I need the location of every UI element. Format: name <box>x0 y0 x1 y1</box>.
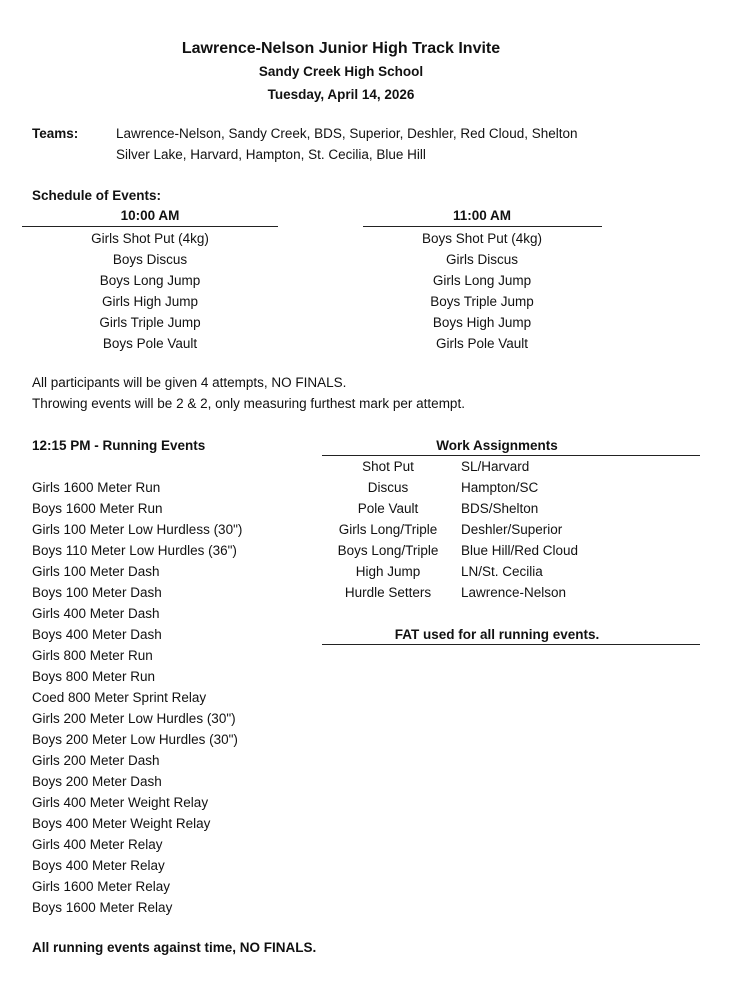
running-event: Boys 400 Meter Dash <box>32 627 162 642</box>
running-event: Coed 800 Meter Sprint Relay <box>32 690 207 705</box>
note: Throwing events will be 2 & 2, only measuring furthest mark per attempt. <box>32 396 465 411</box>
running-event: Boys 1600 Meter Run <box>32 501 163 516</box>
running-footer: All running events against time, NO FINALS. <box>32 940 317 955</box>
work-event: Boys Long/Triple <box>337 543 439 558</box>
divider <box>322 455 700 456</box>
work-event: Discus <box>367 480 409 495</box>
divider <box>22 226 278 227</box>
work-team: BDS/Shelton <box>461 501 539 516</box>
work-heading: Work Assignments <box>436 438 558 453</box>
field-event: Girls Triple Jump <box>99 315 201 330</box>
work-event: Hurdle Setters <box>344 585 432 600</box>
running-event: Girls 100 Meter Low Hurdless (30") <box>32 522 243 537</box>
running-event: Boys 1600 Meter Relay <box>32 900 173 915</box>
field-event: Girls High Jump <box>101 294 199 309</box>
running-event: Girls 400 Meter Relay <box>32 837 163 852</box>
venue: Sandy Creek High School <box>258 64 424 79</box>
running-event: Girls 800 Meter Run <box>32 648 153 663</box>
running-event: Boys 800 Meter Run <box>32 669 156 684</box>
running-event: Boys 200 Meter Low Hurdles (30") <box>32 732 238 747</box>
session-time: 10:00 AM <box>120 208 180 223</box>
running-event: Boys 400 Meter Weight Relay <box>32 816 211 831</box>
teams-label: Teams: <box>32 126 79 141</box>
work-event: Girls Long/Triple <box>338 522 438 537</box>
running-event: Boys 100 Meter Dash <box>32 585 162 600</box>
field-event: Girls Long Jump <box>432 273 532 288</box>
work-event: Shot Put <box>362 459 414 474</box>
running-event: Girls 200 Meter Dash <box>32 753 160 768</box>
field-event: Girls Pole Vault <box>435 336 529 351</box>
session-time: 11:00 AM <box>452 208 512 223</box>
field-event: Boys Triple Jump <box>430 294 534 309</box>
field-event: Boys High Jump <box>432 315 532 330</box>
field-event: Boys Discus <box>112 252 188 267</box>
doc-title: Lawrence-Nelson Junior High Track Invite <box>181 40 501 57</box>
work-team: Lawrence-Nelson <box>461 585 567 600</box>
work-event: Pole Vault <box>357 501 419 516</box>
field-event: Girls Shot Put (4kg) <box>91 231 209 246</box>
divider <box>322 644 700 645</box>
work-event: High Jump <box>355 564 421 579</box>
schedule-heading: Schedule of Events: <box>32 188 162 203</box>
running-event: Girls 400 Meter Weight Relay <box>32 795 209 810</box>
field-event: Girls Discus <box>445 252 519 267</box>
running-event: Girls 1600 Meter Run <box>32 480 161 495</box>
running-event: Boys 400 Meter Relay <box>32 858 165 873</box>
work-team: SL/Harvard <box>461 459 530 474</box>
work-team: Blue Hill/Red Cloud <box>461 543 579 558</box>
running-event: Girls 1600 Meter Relay <box>32 879 171 894</box>
running-event: Girls 400 Meter Dash <box>32 606 160 621</box>
work-team: LN/St. Cecilia <box>461 564 543 579</box>
field-event: Boys Pole Vault <box>102 336 198 351</box>
fat-note: FAT used for all running events. <box>394 627 600 642</box>
running-event: Boys 110 Meter Low Hurdles (36") <box>32 543 237 558</box>
meet-date: Tuesday, April 14, 2026 <box>267 87 415 102</box>
note: All participants will be given 4 attempts, NO FINALS. <box>32 375 347 390</box>
work-team: Deshler/Superior <box>461 522 563 537</box>
running-heading: 12:15 PM - Running Events <box>32 438 206 453</box>
work-team: Hampton/SC <box>461 480 539 495</box>
teams-line: Silver Lake, Harvard, Hampton, St. Cecilia, Blue Hill <box>116 147 426 162</box>
running-event: Girls 200 Meter Low Hurdles (30") <box>32 711 236 726</box>
running-event: Boys 200 Meter Dash <box>32 774 162 789</box>
teams-line: Lawrence-Nelson, Sandy Creek, BDS, Superior, Deshler, Red Cloud, Shelton <box>116 126 578 141</box>
running-event: Girls 100 Meter Dash <box>32 564 160 579</box>
field-event: Boys Long Jump <box>99 273 201 288</box>
divider <box>363 226 602 227</box>
field-event: Boys Shot Put (4kg) <box>421 231 543 246</box>
